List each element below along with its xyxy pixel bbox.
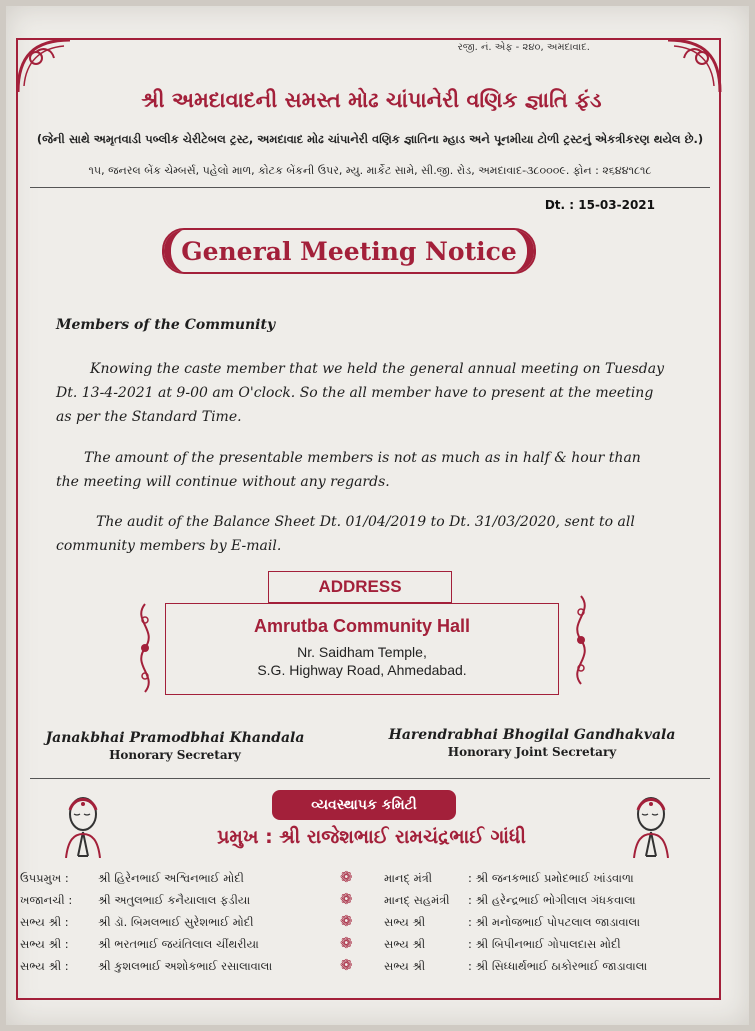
committee-member: : શ્રી મનોજભાઈ પોપટલાલ જાડાવાલા	[468, 915, 641, 929]
committee-president: પ્રમુખ : શ્રી રાજેશભાઈ રામચંદ્રભાઈ ગાંધી	[217, 826, 526, 848]
committee-role: સભ્ય શ્રી	[384, 937, 426, 951]
venue-label: ADDRESS	[268, 571, 452, 603]
venue-line-2: S.G. Highway Road, Ahmedabad.	[257, 662, 467, 678]
notice-date: Dt. : 15-03-2021	[544, 198, 655, 212]
committee-role: સભ્ય શ્રી :	[20, 937, 69, 951]
signatory-role: Honorary Secretary	[109, 748, 241, 762]
praying-figure-icon-left	[60, 792, 106, 858]
organization-address: ૧૫, જનરલ બેંક ચેમ્બર્સ, પહેલો માળ, કોટક બેંકની ઉપર, મ્યુ. માર્કેટ સામે, સી.જી. રોડ, અમદાવાદ-૩૮૦૦૦૯. ફોન : ૨૬૪૪૧૮૧૮	[88, 164, 652, 177]
committee-member: શ્રી ભરતભાઈ જયંતિલાલ ચીંથરીયા	[98, 937, 259, 951]
organization-title: શ્રી અમદાવાદની સમસ્ત મોઢ ચાંપાનેરી વણિક જ્ઞાતિ ફંડ	[141, 88, 602, 112]
flower-bullet-icon: ❁	[340, 912, 353, 930]
signatory-role: Honorary Joint Secretary	[447, 745, 617, 759]
committee-role: માનદ્ મંત્રી	[384, 871, 433, 885]
committee-member: શ્રી અતુલભાઈ કનૈયાલાલ ફડીયા	[98, 893, 251, 907]
flower-bullet-icon: ❁	[340, 934, 353, 952]
committee-role: સભ્ય શ્રી :	[20, 959, 69, 973]
venue-name: Amrutba Community Hall	[253, 616, 471, 636]
signatory-secretary	[30, 730, 320, 762]
committee-member: : શ્રી બિપીનભાઈ ગોપાલદાસ મોદી	[468, 937, 621, 951]
notice-title: General Meeting Notice	[162, 228, 536, 274]
committee-row	[20, 890, 710, 912]
flower-bullet-icon: ❁	[340, 868, 353, 886]
flower-bullet-icon: ❁	[340, 956, 353, 974]
salutation: Members of the Community	[56, 317, 276, 333]
committee-divider	[30, 778, 710, 779]
committee-row	[20, 912, 710, 934]
registration-number: રજી. નં. એફ - ૨૪૦, અમદાવાદ.	[457, 42, 590, 53]
paragraph-quorum: The amount of the presentable members is not as much as in half & hour than the meeting will continue without any regards.	[56, 450, 641, 490]
praying-figure-icon-right	[628, 792, 674, 858]
signatory-name: Janakbhai Pramodbhai Khandala	[45, 730, 305, 746]
signatory-joint-secretary	[372, 727, 692, 759]
committee-role: માનદ્ સહમંત્રી	[384, 893, 450, 907]
committee-member: : શ્રી સિધ્ધાર્થભાઈ ઠાકોરભાઈ જાડાવાલા	[468, 959, 648, 973]
committee-member: શ્રી કુશલભાઈ અશોકભાઈ રસાલાવાલા	[98, 959, 273, 973]
committee-role: ઉપપ્રમુખ :	[20, 871, 69, 885]
corner-ornament-top-left	[14, 36, 74, 96]
venue-box	[165, 603, 559, 695]
left-ornament	[130, 600, 160, 696]
signatory-name: Harendrabhai Bhogilal Gandhakvala	[388, 727, 676, 743]
flower-bullet-icon: ❁	[340, 890, 353, 908]
committee-row	[20, 956, 710, 978]
header-divider	[30, 187, 710, 188]
committee-label: વ્યવસ્થાપક કમિટી	[272, 790, 456, 820]
committee-role: સભ્ય શ્રી	[384, 959, 426, 973]
committee-member: : શ્રી જનકભાઈ પ્રમોદભાઈ ખાંડવાળા	[468, 871, 634, 885]
committee-member: શ્રી હિરેનભાઈ અશ્વિનભાઈ મોદી	[98, 871, 244, 885]
venue-line-1: Nr. Saidham Temple,	[297, 644, 427, 660]
organization-subtitle: (જેની સાથે અમૃતવાડી પબ્લીક ચેરીટેબલ ટ્રસ્ટ, અમદાવાદ મોઢ ચાંપાનેરી વણિક જ્ઞાતિના મ્હાડ અને પૂનમીયા ટોળી ટ્રસ્ટનું એકત્રીકરણ થયેલ છે.)	[36, 132, 704, 146]
right-ornament	[566, 592, 596, 688]
committee-role: સભ્ય શ્રી	[384, 915, 426, 929]
committee-row	[20, 934, 710, 956]
committee-member: : શ્રી હરેન્દ્રભાઈ ભોગીલાલ ગંધકવાલા	[468, 893, 636, 907]
paragraph-audit: The audit of the Balance Sheet Dt. 01/04/2019 to Dt. 31/03/2020, sent to all community members by E-mail.	[56, 514, 635, 554]
committee-role: સભ્ય શ્રી :	[20, 915, 69, 929]
paragraph-meeting: Knowing the caste member that we held the general annual meeting on Tuesday Dt. 13-4-2021 at 9-00 am O'clock. So the all member have to present at the meeting as per the Standard Time.	[56, 361, 664, 425]
committee-row	[20, 868, 710, 890]
corner-ornament-top-right	[664, 36, 724, 96]
committee-member: શ્રી ડૉ. બિમલભાઈ સુરેશભાઈ મોદી	[98, 915, 254, 929]
committee-role: ખજાનચી :	[20, 893, 73, 907]
